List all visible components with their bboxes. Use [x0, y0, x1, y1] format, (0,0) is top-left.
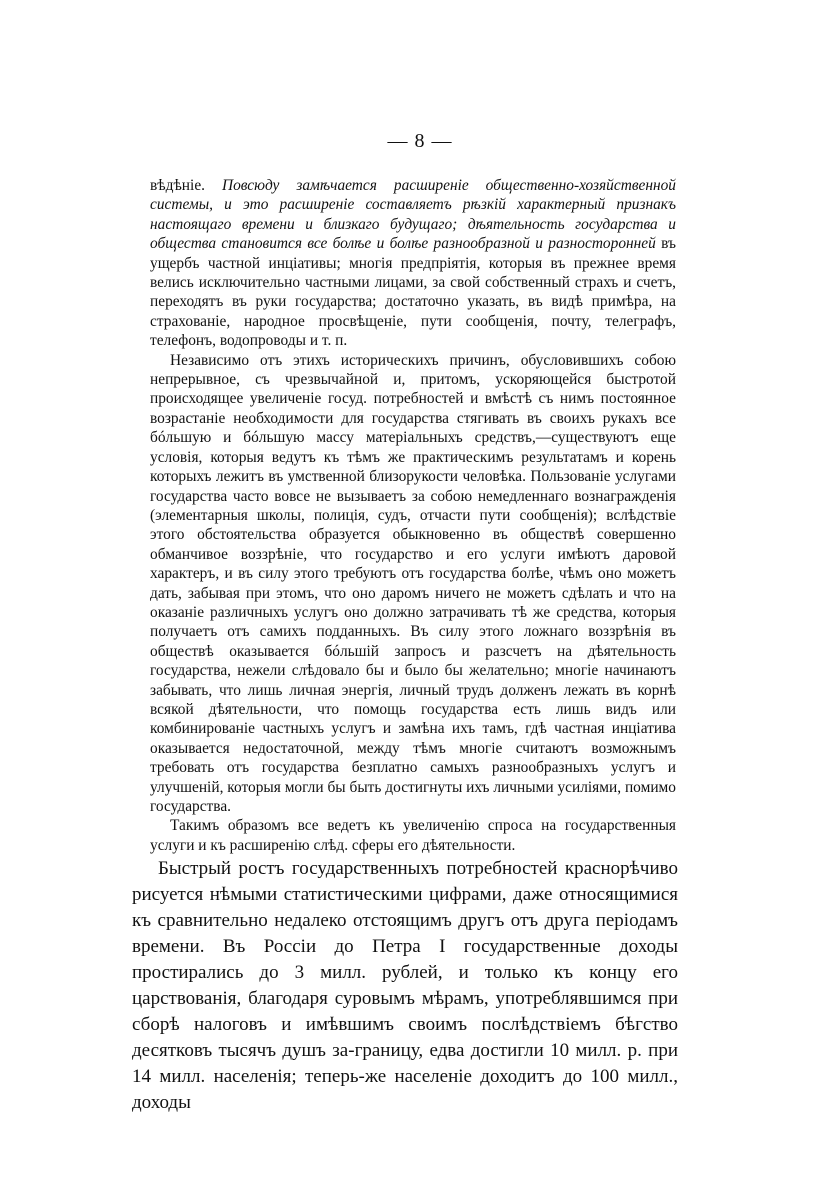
paragraph: Быстрый ростъ государственныхъ потребностей краснорѣчиво рисуется нѣмыми статистическими цифрами, даже относящимися къ сравнительно недалеко отстоящимъ другъ отъ друга періодамъ времени. Въ Россіи до Петра I государственные доходы простирались до 3 милл. рублей, и только къ концу его царствованія, благодаря суровымъ мѣрамъ, употреблявшимся при сборѣ налоговъ и имѣвшимъ своимъ послѣдствіемъ бѣгство десятковъ тысячъ душъ за-границу, едва достигли 10 милл. р. при 14 милл. населенія; теперь-же населеніе доходитъ до 100 милл., доходы [132, 858, 678, 1113]
paragraph-text: въ ущербъ частной инціативы; многія предпріятія, которыя въ прежнее время велись исключительно частными лицами, за свой собственный страхъ и счетъ, переходятъ въ руки государства; достаточно указать, въ видѣ примѣра, на страхованіе, народное просвѣщеніе, пути сообщенія, почту, телеграфъ, телефонъ, водопроводы и т. п. [150, 235, 676, 350]
paragraph: Независимо отъ этихъ историческихъ причинъ, обусловившихъ собою непрерывное, съ чрезвычайной и, притомъ, ускоряющейся быстротой происходящее увеличеніе госуд. потребностей и вмѣстѣ съ нимъ постоянное возрастаніе необходимости для государства стягивать въ своихъ рукахъ все бóльшую и бóльшую массу матеріальныхъ средствъ,—существуютъ еще условія, которыя ведутъ къ тѣмъ же практическимъ результатамъ и корень которыхъ лежитъ въ умственной близорукости человѣка. Пользованіе услугами государства часто вовсе не вызываетъ за собою немедленнаго вознагражденія (элементарныя школы, полиція, судъ, отчасти пути сообщенія); вслѣдствіе этого обстоятельства образуется обыкновенно въ обществѣ совершенно обманчивое воззрѣніе, что государство и его услуги имѣютъ даровой характеръ, и въ силу этого требуютъ отъ государства болѣе, чѣмъ оно можетъ дать, забывая при этомъ, что оно даромъ ничего не можетъ сдѣлать и что на оказаніе различныхъ услугъ оно должно затрачивать тѣ же средства, которыя получаетъ отъ самихъ подданныхъ. Въ силу этого ложнаго воззрѣнія въ обществѣ оказывается бóльшій запросъ и разсчетъ на дѣятельность государства, нежели слѣдовало бы и было бы желательно; многіе начинаютъ забывать, что лишь личная энергія, личный трудъ долженъ лежать въ корнѣ всякой дѣятельности, что помощь государства есть лишь видъ или комбинированіе частныхъ услугъ и замѣна ихъ тамъ, гдѣ частная инціатива оказывается недостаточной, между тѣмъ многіе считаютъ возможнымъ требовать отъ государства безплатно самыхъ разнообразныхъ услугъ и улучшеній, которыя могли бы быть достигнуты ихъ личными усиліями, помимо государства. [150, 351, 676, 815]
italic-passage: Повсюду замѣчается расширеніе общественно-хозяйственной системы, и это расширеніе составляетъ рѣзкій характерный признакъ настоящаго времени и близкаго будущаго; дѣятельность государства и общества становится все болѣе и болѣе разнообразной и разносторонней [150, 177, 676, 253]
paragraph [150, 176, 676, 351]
small-print-block [150, 176, 676, 855]
large-print-block [132, 856, 678, 1116]
paragraph-lead: вѣдѣніе. [150, 177, 222, 194]
page-number: — 8 — [387, 130, 453, 152]
paragraph: Такимъ образомъ все ведетъ къ увеличенію спроса на государственныя услуги и къ расширенію слѣд. сферы его дѣятельности. [150, 817, 676, 854]
